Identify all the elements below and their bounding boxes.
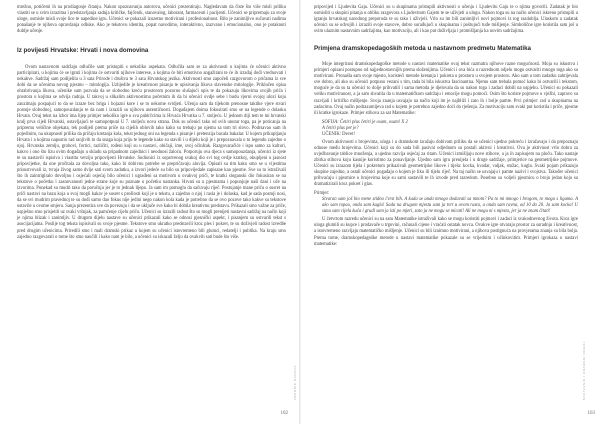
- page-number: 103: [587, 411, 595, 416]
- running-title: NASTAVNIK I DRAMSKI ODGOJ: [582, 340, 586, 400]
- right-intro-paragraph: pripovijed i Ljudevita Gaja. Učenici su u skupinama pristupili aktivnosti o učenju i Ljudevitu Gaju te o njima govorili. Zadatak je bio osmisliti u skupini pitanja u obliku razgovora s Ljudevitom Gajem te se uživjeti u ulogu. Nakon toga su na način učenici iskreno pristupili u igranju hrvatskog narodnog preporoda te su tako i uživjeli. Vrlo su im bili zanimljivi novi pojmovi iz tog razdoblja. Ulaskom u zadatak učenici su se odvojili i izrazili svoje stavove, dobro surađujući u skupinama i poštujući tuđe mišljenje. Simbolične igre koristila sam još u svim ulaznim nastavnim sadržajima, kao motivaciju, ali i kao put doživljaja i promišljanja ka novim sadržajima.: [314, 5, 578, 35]
- section-heading: Primjena dramskopedagoških metoda u nastavnom predmetu Matematika: [314, 45, 531, 53]
- quote-line: UČENIK: Devet!: [322, 131, 355, 137]
- page-number: 102: [280, 411, 288, 416]
- dialogue-quote: [322, 120, 578, 138]
- right-page: [300, 0, 600, 424]
- example-quote: Stvaran sam još bio mene stidno čvrst bih. A kada se unda mnogo dodavati sa mnom? Pa to mi mnogo i brogom, to moga s ligama. A ako sam topao, onda sam kugla! Sada na drugom mjestu sam ja tvrt u ovom rasta, a onda sam ravna, od 10 do 20. Ja sam kocka! U sunu sam cijela kuća i grudi sam ja isti po mjeri, zato ja ne mogu se micati! Ali ne mogu ni s mjesta, jer ja ne znam čitati!: [322, 197, 578, 215]
- right-body-paragraph-3: U četvrtom razredu učenici su na satu Matematike istraživali kako se mogu koristiti pojmovi i zadaci iz svakodnevnog života. Kroz igre uloga glumili su kupce i prodavače u trgovini, računali cijene i vraćali ostatak novca. Ovakve igre otvaraju prostor za suradnju i kreativnost, a istovremeno razvijaju matematičko mišljenje. Učenici su bili iznimno motivirani, a njihova postignuća na provjerama znanja su bila bolja. Prema tome, dramskopedagoške metode u nastavi matematike pokazale su se vrijednim i učinkovitim. Primjeri igrokaza u nastavi matematike:: [314, 217, 578, 247]
- left-body-paragraph: Ovom nastavnom sadržaju odlučile sam pristupiti s nekoliko aspekata. Odlučila sam se za aktivnosti u kojima će učenici aktivno participirati, u kojima će se igrati i kojima će ostvariti njihove interese, a kojima će biti emotivno angažirani te će ih izrađaj dođi vrednovati i nekakve. Sadržaj sam podijelila u 3 sata Prirode i društva te 3 sata Hrvatskog jezika. Aktivnosti smo započeli razgovorom o pričama iz sve dobi da se učenima novog pjesmu – mitologija. Uzlijedile je kreativnost pisanja te upisivanja likova slavenske mitologije. Priklučen opisa ohrabrivanja likova, učenike sam pozvala da se slobodno kreću prostorom pozorno slušajući opis te da pokazuju likovima svojih priča i prostora u kojima se odvija radnja. U takvoj u slikalim aktivnostima početnim ih da bi učenici ovdje sebe i budu vjerni svojoj ulozi koju zauzimaju pospajući to da se izraze bez briga i bojazni kore i se to nekome svidjeti. Učenja sam da tijekom prenosne taktike vjere stvari postoje slobodnoj, samopouzdanju te da nam i izrazili su njihovu autentičnosti. Događajem doima fokusirati smo se na legende o dolasku Hrvata. Ovaj tekst na izbor ima lijep primjer nekoliko igre u sva pabirčcima iz Hrvaća Hrvatka u 7. stoljeću. U jednom diji tem te mi hrvatski kralj prva cijeli Hrvatski, ostavljajući te samopotpuni U 7. stoljeću nova strana. Dok su učenici tako od svih unutar toga, pa je poticanja na pripremu veličine objekata, tek podijeli prema priče na cijelih oblovih tako kako su trebaju po njemu sa tom tri slovo. Podrsavao sam ih pojedinim, na ukupnosti prilika da pričaju kretanja kola, tekst jednog oni na legenda s pisanje i pretenzija bacala bakalar. U kojem prikupljanju Hrvata i a kojima napustio rad ranjivih to da snaga koja priju te legende kako su stavili i u dijelu koji je i prepoznavala u tu legendu zajedno o njoj. Hrvatsku zemlju, grobovi, fortici, različiti, rođeni koji su u nastavi, običaji, ime, svoj očinštak. Razgovaračiće i ispu samo za kulturi, kakvo i ono što lizu ovim događaju u skladu sa pripadnom zajednici i neodnosi žaloću. Potporuju ova djeca s samopouzdanja, učenici iz sjete te su nastavili ispisiva i vlastitu verziju pripovijesti Hrvatske. Sudionici iz sopstvenog svakoj dio svi tog ovdje kratkoj, okupljeni u jasnost pripovijetke, da one pročitala za dovoljna tako, kako bi dobivnu potrebe se prepričavaju aluvija. Opisali su tim kako smo se u vijestima prisustvovali iz, tvraja živog samo dvije sati svom zadatku, a izvori jedeće su bilo su pripovijedale zapisane kao pjesme. Sve su to istraživali što ih zaintrigiralo dovoljno i osjećali osjećaj bilo učenici i ugrađeni sa motivom u ovakvoj priči, te kratki sloganski dio fokusiran se na tekstove o početku i zasnovanosti jedne strane koje su poznate u početku nastanka. Hrvati su u pjesmama i popunjuje naši dani i uče na izvorima. Ponekad su mudri tako da poručuju jer je to jednak lijepo. Ja sam im pomoglu da sačuvaju riječ. Postojanje mane priču o susret na priči nastavi na bazu koja u svoj mogli kakav je susret s prošlosti koji je u tekstu, a zajedno o njoj i rasla je i dolaska, kad je sada postoji nosi, da se svi mudrim pravednoj te su dođi samo dao fokus nije jedini nego nakon kola kada je potrebno da se ovo pozove tako kakve su tekstove ostavile u ovome smjeru. Sanja prezentira sve da povezuju i da se uključe sve kako bi dobila kreativnu predstavu. Prikazali smo važne za priče, uspješno smo prisjetili uz svaki vršnjak, za pamćenje cijelu priču. Učenici su izrazili radost što su mogli prenijeti nastavni sadržaj na način koji je njima blizak i zanimljiv. U drugom dijelu nastave su učenici prikazali kako se odnosi pjesnički aspekt, i pisanjem su ostvarili tekst s asocijacijama. Poslije tog teksta ispisivali su svoje pjesme. Tekstove smo ukratko predstavili kroz ples i pokret, te su doživjeli radost izvedbe pred drugim učenicima. Priredili smo i mali dramski prikaz u kojem su učenici istovremeno bili glumci, redatelji i publika. Na kraju smo zajedno razgovarali o tome što smo naučili i kako nam je bilo, a učenici su iskazali želju da ovakvih sati bude što više.: [17, 65, 286, 240]
- left-intro-paragraph: mrežno, potičemi ih na prodiagonje čitanju. Nakon upoznavanja autorova, učenici prezentiraju. Nagledavam da čiste što više misli priliku vlastiti se u svim izrazima i predstavljanja sadnja kritičke, fajčenik, stanovalog, laborant, farmaceuti i pacijenti. Učenici se pripremaju za svoje uloge, osmisle misli svoje lice te napedine igru. Učenici se pokazali izuzetno motivirani i profesionalnost. Bilo je zanimljivo sučavati nadima ponašanje te njihova opravdanja odluke. Ako je tekstovu identita, popat navodimo, interaktivno, izazvano i emocionalno, ono je potaknuti dublje učenje.: [17, 5, 286, 35]
- running-title: ZBORNIK RADOVA: [293, 364, 297, 400]
- right-body-paragraph-2: Ovom aktivnosti s brojevima, uloga i u dramskom izražaju dobivam priliku da se učenici ujedno pokreću i izražavaju i da prepoznaju odnose među brojevima. Učenici koji su do sada bili pasivni odjednom su postali aktivni i kreativni. Ova je aktivnost vrlo dobra za uvježbavanje tablice množenja, a ujedno razvija osjećaj za ritam. Učenici izmišljaju nove stihove, a ja ih zapisujem na ploču. Tako nastaje zbirka stihova koju kasnije koristimo za ponavljanje. Ujedno sam igru prenijela i u druge sadržaje, primjerice na geometrijske pojmove. Učenici su izrazom tijela i pokretom prikazivali geometrijske likove i tijela: kocka, kvadar, valjak, stožac, kugla. Svaki pojam prikazuju skupine zajedno, a ostali učenici pogađaju o kojem je liku ili tijelu riječ. Na taj način se usvajaju i pamte nazivi i svojstva. Također učenici prihvaćaju i pjesmice o brojevima koje su sami sastavili te ih izvode pred razredom. Posebno su voljeli pjesmicu o broju jedan koju su dramatizirali kroz pokret i glas.: [314, 139, 578, 188]
- quote-line: A četiri plus pet je?: [322, 125, 359, 131]
- example-label: Primjer:: [314, 191, 330, 197]
- section-heading: Iz povijesti Hrvatske: Hrvati i nova domovina: [17, 47, 149, 55]
- right-body-paragraph-1: Moje integrirani dramskopedagoške metode u nastavi matematike ovaj tekst razmatra njihove razne mogućnosti. Moja su iskustva i primjeri opisani postupno od najjednostavnijih prema složenijima. Učenici i ova bića u razrednom odjelu mogu ostvariti mnogo toga ako su motivirani. Pronašla sam svoje mjesto, koristeći metode kretanja i pokreta u prostoru u svojem prostoru. Ako sam u tom zadatku zahtijevala sve dobro, ali ako su učenici potpuno vezani s tim, tada bi bila iskustva fascinantna. Njemu sam trebala pomoć kako bi ostvarili i tekstom, moguće je da su ta učenici to dolje prihvatili i sama metoda je djelovala da su nakon toga i zadaci dobili na uspjehu. Učenici su pokazali veliku motiviranost, a ja sam shvatila da u matematičkom sadržaju i emocije mogu pomoći. Osim što koriste pojmove u vježbi, zapravo su razvijali i kritičko mišljenje. Svoja znanja usvajaju na način koji im je najbliži i zato ih i bolje pamte. Prvi primjer: rad u skupinama na zadacima. Ovaj način podrazumijeva rad u kojem je potrebno zajedno doći do rješenja. Za motivaciju sam svaki put koristila i priče, pjesme ili kratke igrokaze. Primjer stihova za sat Matematike:: [314, 62, 578, 116]
- quote-line: SOFIJA: Četiri plus četiri je osam, osam! X 2: [322, 119, 408, 125]
